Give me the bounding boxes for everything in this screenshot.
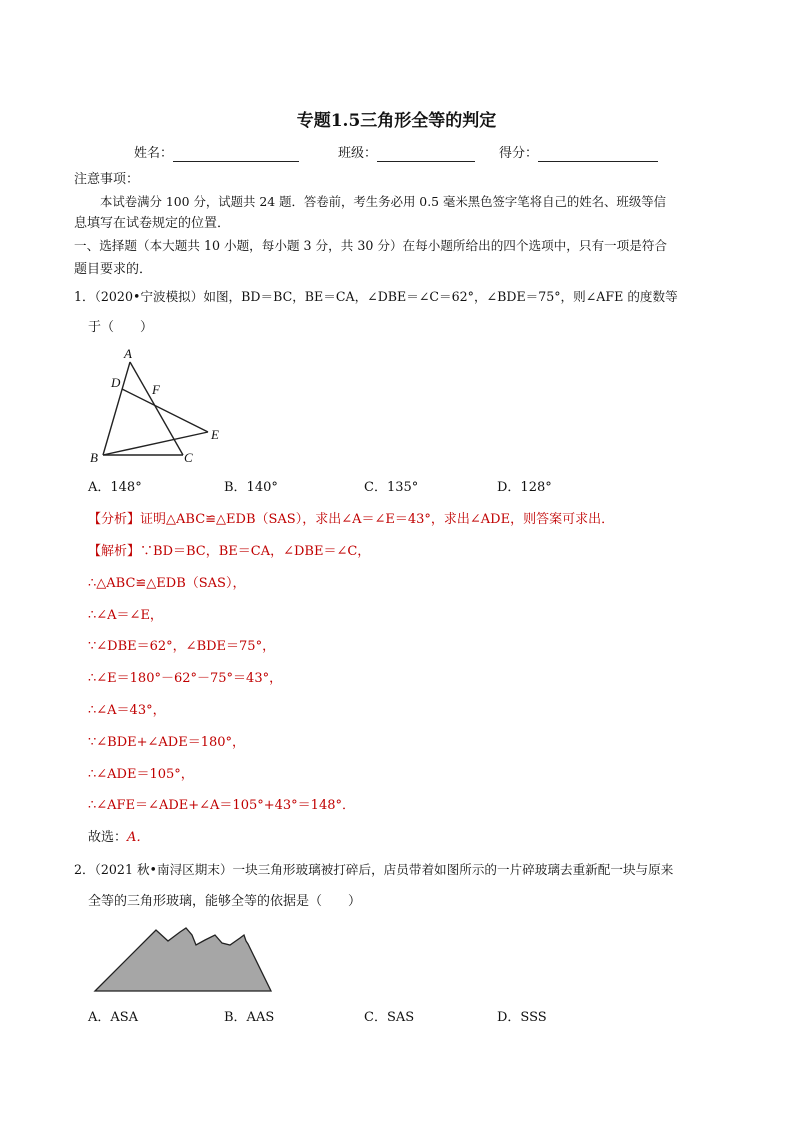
score-label: 得分： [499,146,539,161]
class-label: 班级： [338,146,378,161]
glass-shard [95,928,271,991]
q1-stem-line-2: 于（ ） [88,320,154,335]
solution-step: ∴∠ADE＝105°， [88,767,194,782]
solution-step: ∵∠DBE＝62°，∠BDE＝75°， [88,639,276,654]
q2-option-c[interactable]: C．SAS [364,1010,415,1025]
answer-prefix: 故选： [88,830,128,845]
solution-step: ∴∠E＝180°－62°－75°＝43°， [88,671,283,686]
name-label: 姓名： [134,146,174,161]
solution-step: ∴∠A＝43°， [88,703,166,718]
section-heading-line-2: 题目要求的． [74,262,153,277]
q1-option-d[interactable]: D．128° [497,480,552,495]
solution-step: ∵BD＝BC，BE＝CA，∠DBE＝∠C， [140,544,371,559]
q2-option-a[interactable]: A．ASA [88,1010,139,1025]
answer-value: A． [127,830,150,845]
point-label-C: C [184,450,193,465]
point-label-F: F [152,382,160,397]
q1-option-b[interactable]: B．140° [224,480,278,495]
solution-tag: 【解析】 [88,544,141,559]
point-label-B: B [90,450,98,465]
page-title: 专题1.5三角形全等的判定 [296,111,497,131]
notice-line-1: 本试卷满分 100 分，试题共 24 题．答卷前，考生务必用 0.5 毫米黑色签字笔将自己的姓名、班级等信 [100,194,666,209]
q2-option-d[interactable]: D．SSS [497,1010,547,1025]
point-label-A: A [124,346,132,361]
q1-stem-line-1: 1．（2020•宁波模拟）如图，BD＝BC，BE＝CA，∠DBE＝∠C＝62°，∠BDE＝75°，则∠AFE 的度数等 [74,289,678,304]
point-label-D: D [111,375,121,390]
q2-stem-line-1: 2．（2021 秋•南浔区期末）一块三角形玻璃被打碎后，店员带着如图所示的一片碎玻璃去重新配一块与原来 [74,862,674,877]
solution-step: ∵∠BDE+∠ADE＝180°， [88,735,246,750]
analysis-tag: 【分析】 [88,512,141,527]
section-heading-line-1: 一、选择题（本大题共 10 小题，每小题 3 分，共 30 分）在每小题所给出的四个选项中，只有一项是符合 [74,238,668,253]
solution-step: ∴∠AFE＝∠ADE+∠A＝105°+43°＝148°． [88,798,355,813]
solution-step: ∴∠A＝∠E， [88,608,163,623]
notice-line-2: 息填写在试卷规定的位置． [74,216,231,231]
q1-option-a[interactable]: A．148° [88,480,142,495]
solution-step: ∴△ABC≌△EDB（SAS）， [88,576,246,591]
q1-option-c[interactable]: C．135° [364,480,419,495]
q2-stem-line-2: 全等的三角形玻璃，能够全等的依据是（ ） [88,894,362,909]
q2-option-b[interactable]: B．AAS [224,1010,275,1025]
notice-heading: 注意事项： [74,172,140,187]
analysis-text: 证明△ABC≌△EDB（SAS），求出∠A＝∠E＝43°，求出∠ADE，则答案可求出． [140,512,615,527]
point-label-E: E [211,427,219,442]
